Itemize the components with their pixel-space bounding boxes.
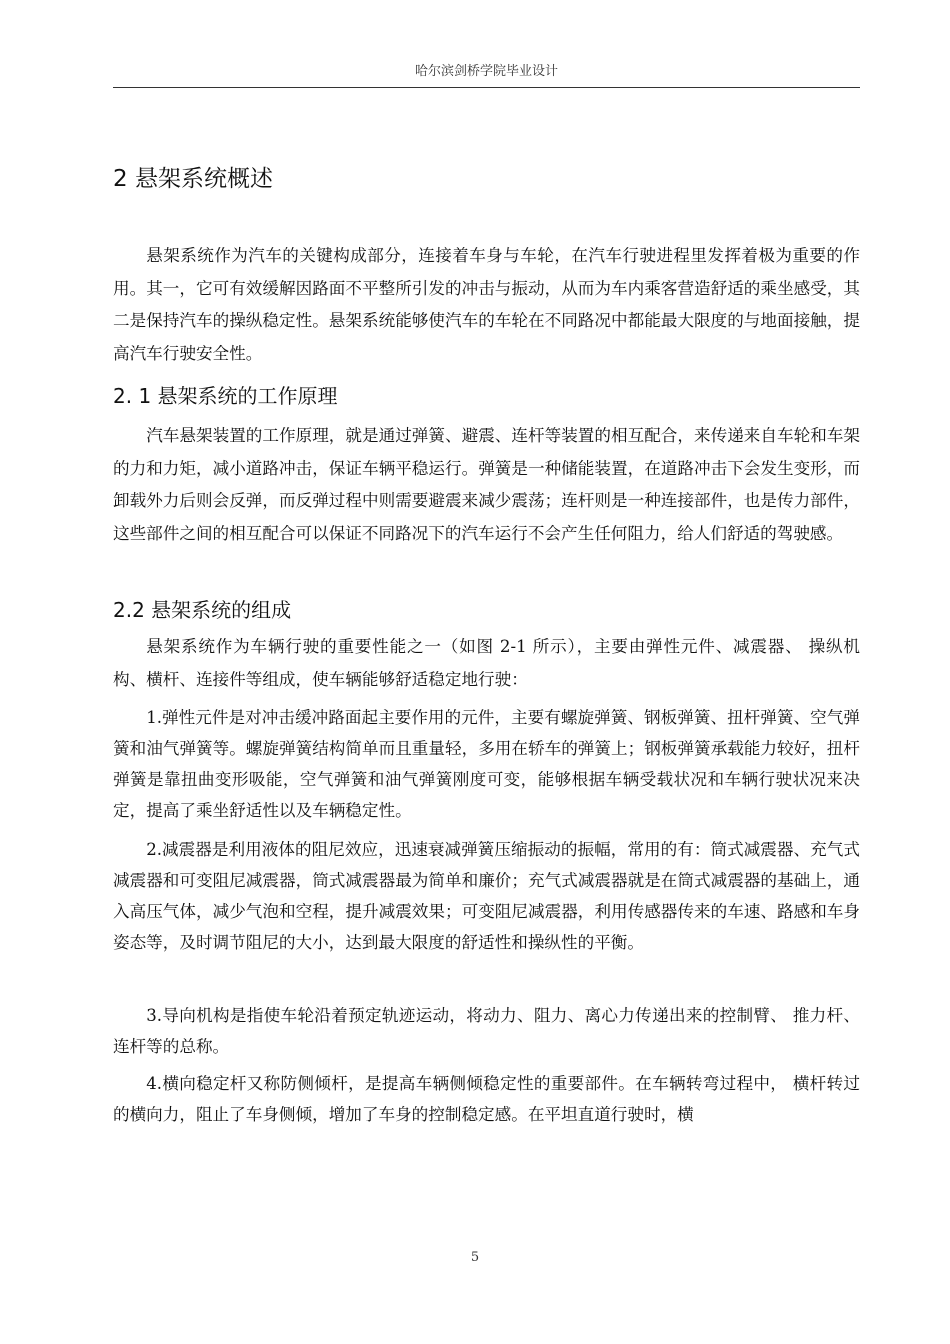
section-title-working-principle: 2. 1 悬架系统的工作原理 [113, 384, 338, 408]
chapter-title: 2 悬架系统概述 [113, 166, 273, 192]
list-item-shock-absorber: 2.减震器是利用液体的阻尼效应，迅速衰减弹簧压缩振动的振幅，常用的有：筒式减震器、充气式减震器和可变阻尼减震器，筒式减震器最为简单和廉价；充气式减震器就是在筒式减震器的基础上，通入高压气体，减少气泡和空程，提升减震效果；可变阻尼减震器，利用传感器传来的车速、路感和车身姿态等，及时调节阻尼的大小，达到最大限度的舒适性和操纵性的平衡。 [113, 840, 860, 952]
chapter-intro-paragraph: 悬架系统作为汽车的关键构成部分，连接着车身与车轮，在汽车行驶进程里发挥着极为重要的作用。其一，它可有效缓解因路面不平整所引发的冲击与振动，从而为车内乘客营造舒适的乘坐感受，其二是保持汽车的操纵稳定性。悬架系统能够使汽车的车轮在不同路况中都能最大限度的与地面接触，提高汽车行驶安全性。 [113, 246, 860, 363]
page-number: 5 [470, 1250, 480, 1265]
page-header: 哈尔滨剑桥学院毕业设计 [113, 60, 860, 88]
list-item-elastic-element: 1.弹性元件是对冲击缓冲路面起主要作用的元件，主要有螺旋弹簧、钢板弹簧、扭杆弹簧、空气弹簧和油气弹簧等。螺旋弹簧结构简单而且重量轻，多用在轿车的弹簧上；钢板弹簧承载能力较好，扭杆弹簧是靠扭曲变形吸能，空气弹簧和油气弹簧刚度可变，能够根据车辆受载状况和车辆行驶状况来决定，提高了乘坐舒适性以及车辆稳定性。 [113, 708, 860, 820]
working-principle-paragraph: 汽车悬架装置的工作原理，就是通过弹簧、避震、连杆等装置的相互配合，来传递来自车轮和车架的力和力矩，减小道路冲击，保证车辆平稳运行。弹簧是一种储能装置，在道路冲击下会发生变形，而卸载外力后则会反弹，而反弹过程中则需要避震来减少震荡；连杆则是一种连接部件，也是传力部件，这些部件之间的相互配合可以保证不同路况下的汽车运行不会产生任何阻力，给人们舒适的驾驶感。 [113, 426, 860, 543]
list-item-guide-mechanism: 3.导向机构是指使车轮沿着预定轨迹运动，将动力、阻力、离心力传递出来的控制臂、 推力杆、连杆等的总称。 [113, 1006, 860, 1056]
composition-intro-paragraph: 悬架系统作为车辆行驶的重要性能之一（如图 2-1 所示），主要由弹性元件、减震器、 操纵机构、横杆、连接件等组成，使车辆能够舒适稳定地行驶： [113, 637, 860, 689]
list-item-stabilizer-bar: 4.横向稳定杆又称防侧倾杆，是提高车辆侧倾稳定性的重要部件。在车辆转弯过程中， 横杆转过的横向力，阻止了车身侧倾，增加了车身的控制稳定感。在平坦直道行驶时，横 [113, 1074, 860, 1124]
section-title-composition: 2.2 悬架系统的组成 [113, 598, 292, 622]
